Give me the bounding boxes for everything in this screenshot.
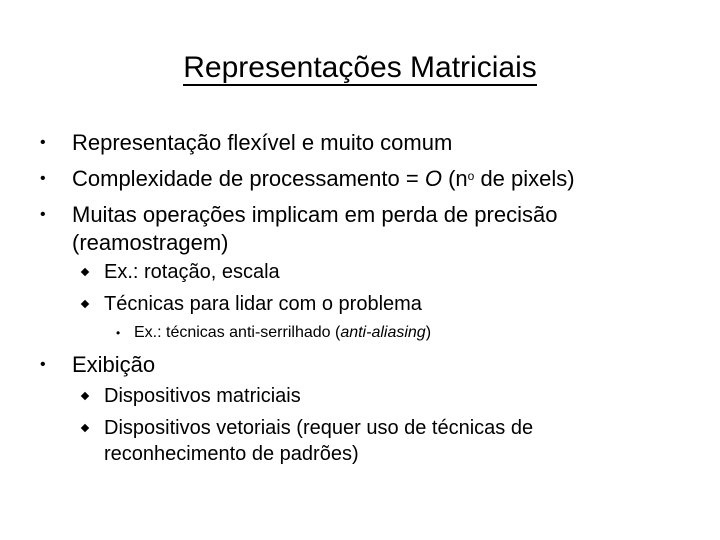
antialiasing-prefix: Ex.: técnicas anti-serrilhado (: [134, 324, 341, 341]
bullet-dot-small: •: [116, 326, 121, 340]
bullet-dot: •: [40, 134, 46, 151]
diamond-bullet-icon: [81, 392, 89, 400]
complexity-suffix: de pixels): [474, 166, 575, 191]
slide-title: [0, 48, 720, 88]
subbullet-vector-devices-line1: Dispositivos vetoriais (requer uso de técnicas de: [104, 417, 534, 439]
bullet-display: Exibição: [72, 352, 156, 377]
bullet-complexity: [72, 165, 575, 193]
bullet-operations-line2: (reamostragem): [72, 230, 229, 255]
complexity-open: (n: [441, 166, 468, 191]
subbullet-vector-devices-line2: reconhecimento de padrões): [104, 443, 359, 465]
complexity-superscript: o: [467, 169, 475, 183]
antialiasing-term: anti-aliasing: [340, 324, 426, 341]
bullet-operations-line1: Muitas operações implicam em perda de precisão: [72, 202, 558, 227]
diamond-bullet-icon: [81, 300, 89, 308]
subbullet-raster-devices: Dispositivos matriciais: [104, 385, 301, 407]
subsubbullet-antialiasing: [134, 323, 431, 343]
antialiasing-suffix: ): [425, 324, 432, 341]
slide-title-text: Representações Matriciais: [183, 51, 537, 84]
diamond-bullet-icon: [81, 268, 89, 276]
bullet-dot: •: [40, 170, 46, 187]
complexity-prefix: Complexidade de processamento =: [72, 166, 425, 191]
bullet-dot: •: [40, 206, 46, 223]
subbullet-rotation-scale: Ex.: rotação, escala: [104, 261, 280, 283]
complexity-big-o: O: [424, 166, 442, 191]
bullet-flexible: Representação flexível e muito comum: [72, 130, 453, 155]
subbullet-techniques: Técnicas para lidar com o problema: [104, 293, 422, 315]
diamond-bullet-icon: [81, 424, 89, 432]
bullet-dot: •: [40, 356, 46, 373]
